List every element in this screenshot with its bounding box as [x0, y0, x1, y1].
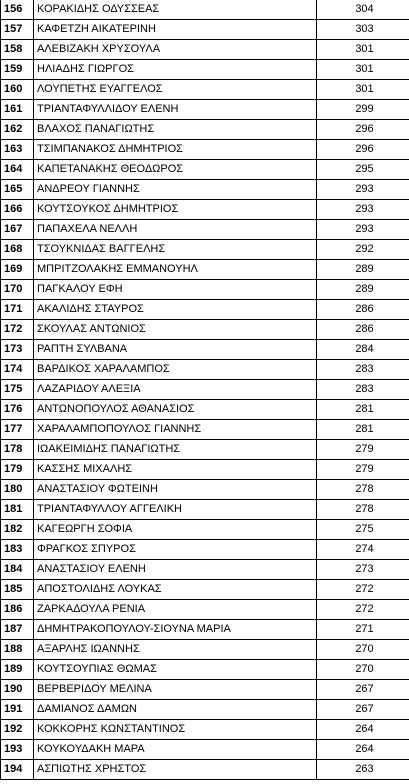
score-cell: 301: [317, 60, 409, 80]
table-row: [1, 180, 409, 200]
name-cell: ΚΟΥΚΟΥΔΑΚΗ ΜΑΡΑ: [34, 740, 317, 760]
name-cell: ΤΣΙΜΠΑΝΑΚΟΣ ΔΗΜΗΤΡΙΟΣ: [34, 140, 317, 160]
rank-cell: 175: [1, 380, 34, 400]
table-row: [1, 640, 409, 660]
name-cell: ΑΝΑΣΤΑΣΙΟΥ ΕΛΕΝΗ: [34, 560, 317, 580]
rank-cell: 162: [1, 120, 34, 140]
name-cell: ΚΑΣΣΗΣ ΜΙΧΑΛΗΣ: [34, 460, 317, 480]
rank-cell: 185: [1, 580, 34, 600]
name-cell: ΧΑΡΑΛΑΜΠΟΠΟΥΛΟΣ ΓΙΑΝΝΗΣ: [34, 420, 317, 440]
score-cell: 278: [317, 480, 409, 500]
table-row: [1, 320, 409, 340]
name-cell: ΤΡΙΑΝΤΑΦΥΛΛΙΔΟΥ ΕΛΕΝΗ: [34, 100, 317, 120]
score-cell: 273: [317, 560, 409, 580]
name-cell: ΠΑΓΚΑΛΟΥ ΕΦΗ: [34, 280, 317, 300]
rank-cell: 165: [1, 180, 34, 200]
table-row: [1, 360, 409, 380]
table-row: [1, 260, 409, 280]
name-cell: ΗΛΙΑΔΗΣ ΓΙΩΡΓΟΣ: [34, 60, 317, 80]
table-row: [1, 100, 409, 120]
rank-cell: 158: [1, 40, 34, 60]
score-cell: 289: [317, 260, 409, 280]
table-row: [1, 420, 409, 440]
rank-cell: 156: [1, 0, 34, 20]
name-cell: ΚΟΥΤΣΟΥΠΙΑΣ ΘΩΜΑΣ: [34, 660, 317, 680]
score-cell: 272: [317, 580, 409, 600]
rank-cell: 159: [1, 60, 34, 80]
rank-cell: 170: [1, 280, 34, 300]
score-cell: 278: [317, 500, 409, 520]
table-row: [1, 200, 409, 220]
name-cell: ΔΗΜΗΤΡΑΚΟΠΟΥΛΟΥ-ΣΙΟΥΝΑ ΜΑΡΙΑ: [34, 620, 317, 640]
table-row: [1, 740, 409, 760]
rank-cell: 180: [1, 480, 34, 500]
score-cell: 263: [317, 760, 409, 780]
score-cell: 289: [317, 280, 409, 300]
score-cell: 267: [317, 680, 409, 700]
table-row: [1, 160, 409, 180]
score-cell: 292: [317, 240, 409, 260]
score-cell: 284: [317, 340, 409, 360]
name-cell: ΑΚΑΛΙΔΗΣ ΣΤΑΥΡΟΣ: [34, 300, 317, 320]
results-table-body: [1, 0, 409, 780]
rank-cell: 163: [1, 140, 34, 160]
name-cell: ΣΚΟΥΛΑΣ ΑΝΤΩΝΙΟΣ: [34, 320, 317, 340]
table-row: [1, 700, 409, 720]
name-cell: ΔΑΜΙΑΝΟΣ ΔΑΜΩΝ: [34, 700, 317, 720]
score-cell: 303: [317, 20, 409, 40]
rank-cell: 166: [1, 200, 34, 220]
name-cell: ΑΝΤΩΝΟΠΟΥΛΟΣ ΑΘΑΝΑΣΙΟΣ: [34, 400, 317, 420]
name-cell: ΚΑΦΕΤΖΗ ΑΙΚΑΤΕΡΙΝΗ: [34, 20, 317, 40]
rank-cell: 188: [1, 640, 34, 660]
table-row: [1, 60, 409, 80]
rank-cell: 178: [1, 440, 34, 460]
score-cell: 267: [317, 700, 409, 720]
table-row: [1, 760, 409, 780]
rank-cell: 160: [1, 80, 34, 100]
name-cell: ΑΛΕΒΙΖΑΚΗ ΧΡΥΣΟΥΛΑ: [34, 40, 317, 60]
name-cell: ΚΟΚΚΟΡΗΣ ΚΩΝΣΤΑΝΤΙΝΟΣ: [34, 720, 317, 740]
rank-cell: 157: [1, 20, 34, 40]
rank-cell: 169: [1, 260, 34, 280]
table-row: [1, 140, 409, 160]
rank-cell: 173: [1, 340, 34, 360]
rank-cell: 191: [1, 700, 34, 720]
rank-cell: 193: [1, 740, 34, 760]
rank-cell: 186: [1, 600, 34, 620]
rank-cell: 172: [1, 320, 34, 340]
score-cell: 299: [317, 100, 409, 120]
score-cell: 286: [317, 300, 409, 320]
rank-cell: 184: [1, 560, 34, 580]
table-row: [1, 680, 409, 700]
name-cell: ΒΑΡΔΙΚΟΣ ΧΑΡΑΛΑΜΠΟΣ: [34, 360, 317, 380]
table-row: [1, 80, 409, 100]
rank-cell: 194: [1, 760, 34, 780]
table-row: [1, 600, 409, 620]
score-cell: 264: [317, 720, 409, 740]
rank-cell: 183: [1, 540, 34, 560]
name-cell: ΑΝΔΡΕΟΥ ΓΙΑΝΝΗΣ: [34, 180, 317, 200]
table-row: [1, 120, 409, 140]
table-row: [1, 0, 409, 20]
rank-cell: 182: [1, 520, 34, 540]
name-cell: ΜΠΡΙΤΖΟΛΑΚΗΣ ΕΜΜΑΝΟΥΗΛ: [34, 260, 317, 280]
score-cell: 281: [317, 420, 409, 440]
rank-cell: 167: [1, 220, 34, 240]
rank-cell: 187: [1, 620, 34, 640]
score-cell: 270: [317, 660, 409, 680]
score-cell: 283: [317, 380, 409, 400]
name-cell: ΙΩΑΚΕΙΜΙΔΗΣ ΠΑΝΑΓΙΩΤΗΣ: [34, 440, 317, 460]
rank-cell: 177: [1, 420, 34, 440]
score-cell: 274: [317, 540, 409, 560]
score-cell: 286: [317, 320, 409, 340]
name-cell: ΤΡΙΑΝΤΑΦΥΛΛΟΥ ΑΓΓΕΛΙΚΗ: [34, 500, 317, 520]
table-row: [1, 240, 409, 260]
name-cell: ΑΣΠΙΩΤΗΣ ΧΡΗΣΤΟΣ: [34, 760, 317, 780]
rank-cell: 174: [1, 360, 34, 380]
score-cell: 301: [317, 80, 409, 100]
table-row: [1, 440, 409, 460]
name-cell: ΤΣΟΥΚΝΙΔΑΣ ΒΑΓΓΕΛΗΣ: [34, 240, 317, 260]
name-cell: ΦΡΑΓΚΟΣ ΣΠΥΡΟΣ: [34, 540, 317, 560]
table-row: [1, 20, 409, 40]
table-row: [1, 280, 409, 300]
score-cell: 283: [317, 360, 409, 380]
table-row: [1, 520, 409, 540]
name-cell: ΑΝΑΣΤΑΣΙΟΥ ΦΩΤΕΙΝΗ: [34, 480, 317, 500]
score-cell: 279: [317, 460, 409, 480]
table-row: [1, 380, 409, 400]
table-row: [1, 460, 409, 480]
name-cell: ΒΛΑΧΟΣ ΠΑΝΑΓΙΩΤΗΣ: [34, 120, 317, 140]
rank-cell: 168: [1, 240, 34, 260]
rank-cell: 164: [1, 160, 34, 180]
name-cell: ΒΕΡΒΕΡΙΔΟΥ ΜΕΛΙΝΑ: [34, 680, 317, 700]
name-cell: ΑΠΟΣΤΟΛΙΔΗΣ ΛΟΥΚΑΣ: [34, 580, 317, 600]
name-cell: ΠΑΠΑΧΕΛΑ ΝΕΛΛΗ: [34, 220, 317, 240]
table-row: [1, 480, 409, 500]
table-row: [1, 560, 409, 580]
name-cell: ΑΞΑΡΛΗΣ ΙΩΑΝΝΗΣ: [34, 640, 317, 660]
score-cell: 296: [317, 120, 409, 140]
table-row: [1, 340, 409, 360]
score-cell: 296: [317, 140, 409, 160]
table-row: [1, 220, 409, 240]
table-row: [1, 400, 409, 420]
rank-cell: 161: [1, 100, 34, 120]
score-cell: 270: [317, 640, 409, 660]
rank-cell: 171: [1, 300, 34, 320]
score-cell: 293: [317, 220, 409, 240]
table-row: [1, 660, 409, 680]
table-row: [1, 540, 409, 560]
rank-cell: 190: [1, 680, 34, 700]
name-cell: ΛΑΖΑΡΙΔΟΥ ΑΛΕΞΙΑ: [34, 380, 317, 400]
score-cell: 293: [317, 180, 409, 200]
name-cell: ΡΑΠΤΗ ΣΥΛΒΑΝΑ: [34, 340, 317, 360]
score-cell: 304: [317, 0, 409, 20]
table-row: [1, 300, 409, 320]
score-cell: 275: [317, 520, 409, 540]
rank-cell: 179: [1, 460, 34, 480]
table-row: [1, 620, 409, 640]
name-cell: ΚΟΡΑΚΙΔΗΣ ΟΔΥΣΣΕΑΣ: [34, 0, 317, 20]
table-row: [1, 500, 409, 520]
name-cell: ΛΟΥΠΕΤΗΣ ΕΥΑΓΓΕΛΟΣ: [34, 80, 317, 100]
score-cell: 264: [317, 740, 409, 760]
name-cell: ΖΑΡΚΑΔΟΥΛΑ ΡΕΝΙΑ: [34, 600, 317, 620]
rank-cell: 189: [1, 660, 34, 680]
table-row: [1, 720, 409, 740]
score-cell: 272: [317, 600, 409, 620]
name-cell: ΚΑΠΕΤΑΝΑΚΗΣ ΘΕΟΔΩΡΟΣ: [34, 160, 317, 180]
name-cell: ΚΟΥΤΣΟΥΚΟΣ ΔΗΜΗΤΡΙΟΣ: [34, 200, 317, 220]
name-cell: ΚΑΓΕΩΡΓΗ ΣΟΦΙΑ: [34, 520, 317, 540]
score-cell: 281: [317, 400, 409, 420]
score-cell: 279: [317, 440, 409, 460]
score-cell: 293: [317, 200, 409, 220]
rank-cell: 181: [1, 500, 34, 520]
score-cell: 301: [317, 40, 409, 60]
rank-cell: 176: [1, 400, 34, 420]
table-row: [1, 580, 409, 600]
score-cell: 271: [317, 620, 409, 640]
score-cell: 295: [317, 160, 409, 180]
table-row: [1, 40, 409, 60]
rank-cell: 192: [1, 720, 34, 740]
